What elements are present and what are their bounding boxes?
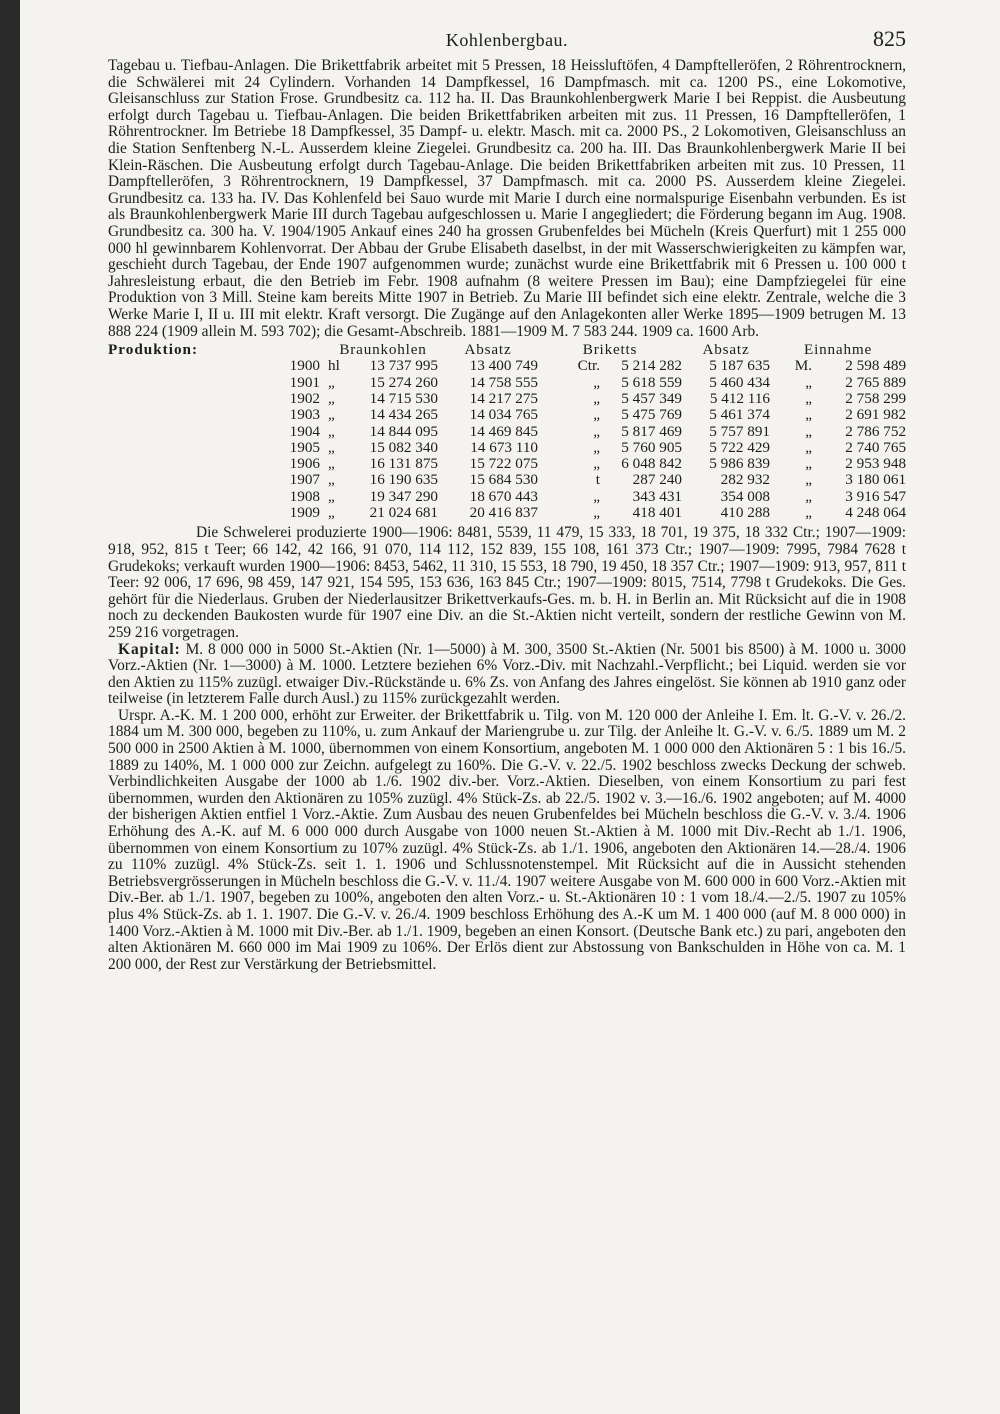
cell-absatz1: 14 758 555	[469, 373, 539, 391]
cell-year: 1900	[289, 357, 320, 375]
cell-u1: „	[328, 504, 335, 522]
running-head: Kohlenbergbau.	[445, 30, 569, 50]
cell-u2: „	[593, 406, 601, 424]
cell-absatz1: 15 684 530	[469, 471, 539, 489]
intro-paragraph: Tagebau u. Tiefbau-Anlagen. Die Brikettfabrik arbeitet mit 5 Pressen, 18 Heissluftöfen, 4 Dampftelleröfen, 2 Röhrentrocknern, die Schwälerei mit 24 Cylindern. Vorhanden 14 Dampfkessel, 16 Dampfmasch. mit ca. 1200 PS., eine Lokomotive, Gleisanschluss zur Station Frose. Grundbesitz ca. 112 ha. II. Das Braunkohlenbergwerk Marie I bei Reppist. die Ausbeutung erfolgt durch Tagebau u. Tiefbau-Anlagen. Die beiden Brikettfabriken arbeiten mit zus. 11 Pressen, 16 Dampftelleröfen, 1 Röhrentrockner. Im Betriebe 18 Dampfkessel, 35 Dampf- u. elektr. Masch. mit ca. 2000 PS., 2 Lokomotiven, Gleisanschluss an die Station Senftenberg N.-L. Ausserdem kleine Ziegelei. Grundbesitz ca. 200 ha. III. Das Braunkohlenbergwerk Marie II bei Klein-Räschen. Die Ausbeutung erfolgt durch Tagebau-Anlage. Die beiden Brikettfabriken arbeiten mit zus. 10 Pressen, 11 Dampftelleröfen, 3 Röhrentrocknern, 19 Dampfkessel, 37 Dampfmasch. mit ca. 2000 PS. Ausserdem kleine Ziegelei. Grundbesitz ca. 133 ha. IV. Das Kohlenfeld bei Sauo wurde mit Marie I durch eine normalspurige Eisenbahn verbunden. Es ist als Braunkohlenbergwerk Marie III durch Tagebau aufgeschlossen u. Marie I angegliedert; die Förderung begann im Aug. 1908. Grundbesitz ca. 300 ha. V. 1904/1905 Ankauf eines 240 ha grossen Grubenfeldes bei Mücheln (Kreis Querfurt) mit 1 255 000 000 hl gewinnbarem Kohlenvorrat. Der Abbau der Grube Elisabeth daselbst, in der mit Wasserschwierigkeiten zu kämpfen war, geschieht durch Tagebau, der Ende 1907 aufgenommen wurde; zunächst wurde eine Brikettfabrik mit 6 Pressen u. 100 000 t Jahresleistung erbaut, die den Betrieb im Febr. 1908 aufnahm (8 weitere Pressen im Bau); eine Dampfziegelei für eine Produktion von 3 Mill. Steine kam bereits Mitte 1907 in Betrieb. Zu Marie III befindet sich eine elektr. Zentrale, welche die 3 Werke Marie I, II u. III mit elektr. Kraft versorgt. Die Zugänge auf den Anlagekonten aller Werke 1895—1909 betrugen M. 13 888 224 (1909 allein M. 593 702); die Gesamt-Abschreib. 1881—1909 M. 7 583 244. 1909 ca. 1600 Arb.	[108, 57, 906, 340]
cell-year: 1907	[289, 471, 320, 489]
cell-braunkohlen: 14 844 095	[369, 422, 439, 440]
cell-u1: „	[328, 406, 335, 424]
cell-u2: „	[593, 487, 601, 505]
cell-absatz2: 5 187 635	[709, 357, 771, 375]
cell-einnahme: 2 953 948	[845, 455, 907, 473]
scan-edge	[0, 0, 20, 1414]
cell-u1: „	[328, 422, 335, 440]
col-absatz-2: Absatz	[702, 341, 750, 359]
cell-u2: „	[593, 373, 601, 391]
cell-briketts: 5 214 282	[621, 357, 683, 375]
cell-year: 1906	[289, 455, 320, 473]
production-header-row	[108, 342, 906, 358]
cell-u3: „	[805, 504, 813, 522]
production-table	[108, 342, 906, 521]
production-row	[108, 456, 906, 472]
production-row	[108, 440, 906, 456]
kapital-label: Kapital:	[118, 640, 181, 658]
cell-absatz2: 282 932	[720, 471, 771, 489]
cell-u2: „	[593, 504, 601, 522]
cell-absatz2: 5 986 839	[709, 455, 771, 473]
cell-briketts: 5 475 769	[621, 406, 683, 424]
cell-briketts: 5 817 469	[621, 422, 683, 440]
cell-briketts: 6 048 842	[621, 455, 683, 473]
cell-briketts: 343 431	[632, 487, 683, 505]
kapital-paragraph	[108, 642, 906, 708]
cell-absatz1: 18 670 443	[469, 487, 539, 505]
production-row	[108, 424, 906, 440]
cell-einnahme: 2 765 889	[845, 373, 907, 391]
schwelerei-paragraph: Die Schwelerei produzierte 1900—1906: 8481, 5539, 11 479, 15 333, 18 701, 19 375, 18 332 Ctr.; 1907—1909: 918, 952, 815 t Teer; 66 142, 42 166, 91 070, 114 112, 152 839, 155 108, 161 373 Ctr.; 1907—1909: 7995, 7984 7628 t Grudekoks; verkauft wurden 1900—1906: 8453, 5462, 11 310, 15 553, 18 790, 19 450, 18 357 Ctr.; 1907—1909: 913, 957, 811 t Teer: 92 006, 17 696, 98 459, 147 921, 154 595, 153 636, 163 845 Ctr.; 1907—1909: 8015, 7514, 7798 t Grudekoks. Die Ges. gehört für die Niederlaus. Gruben der Niederlausitzer Brikettverkaufs-Ges. m. b. H. in Berlin an. Mit Rücksicht auf die in 1908 noch zu deckenden Baukosten wurde für 1907 eine Div. an die St.-Aktien nicht verteilt, sondern der restliche Gewinn von M. 259 216 vorgetragen.	[108, 524, 906, 641]
cell-u3: „	[805, 455, 813, 473]
history-paragraph: Urspr. A.-K. M. 1 200 000, erhöht zur Erweiter. der Brikettfabrik u. Tilg. von M. 120 000 der Anleihe I. Em. lt. G.-V. v. 26./2. 1884 um M. 300 000, begeben zu 110%, u. zum Ankauf der Mariengrube u. zur Tilg. der Anleihe lt. G.-V. v. 6./5. 1889 um M. 2 500 000 in 2500 Aktien à M. 1000, übernommen von einem Konsortium, angeboten M. 1 000 000 den Aktionären 5 : 1 bis 16./5. 1889 zu 140%, M. 1 000 000 zur Zeichn. aufgelegt zu 160%. Die G.-V. v. 22./5. 1902 beschloss zwecks Deckung der schweb. Verbindlichkeiten Ausgabe der 1000 ab 1./6. 1902 div.-ber. Vorz.-Aktien. Dieselben, von einem Konsortium zu pari fest übernommen, wurden den Aktionären zu 105% zuzügl. 4% Stück-Zs. ab 22./5. 1902 v. 3.—16./6. 1902 angeboten; auf M. 4000 der bisherigen Aktien entfiel 1 Vorz.-Aktie. Zum Ausbau des neuen Grubenfeldes bei Mücheln beschloss die G.-V. v. 3./4. 1906 Erhöhung des A.-K. auf M. 6 000 000 durch Ausgabe von 1000 neuen St.-Aktien à M. 1000 mit Div.-Recht ab 1./1. 1906, übernommen von einem Konsortium zu 107% zuzügl. 4% Stück-Zs. ab 1./1. 1906, angeboten den Aktionären 14.—28./4. 1906 zu 110% zuzügl. 4% Stück-Zs. seit 1. 1. 1906 und Schlussnotenstempel. Mit Rücksicht auf die in Aussicht stehenden Betriebsvergrösserungen in Mücheln beschloss die G.-V. v. 11./4. 1907 weitere Ausgabe von M. 600 000 in 600 Vorz.-Aktien mit Div.-Ber. ab 1./1. 1907, begeben zu 100%, angeboten den alten Vorz.- u. St.-Aktionären 10 : 1 vom 18./4.—2./5. 1907 zu 105% plus 4% Stück-Zs. ab 1. 1. 1907. Die G.-V. v. 26./4. 1909 beschloss Erhöhung des A.-K um M. 1 400 000 (auf M. 8 000 000) in 1400 Vorz.-Aktien à M. 1000 mit Div.-Ber. ab 1./1. 1909, begeben an einen Konsort. (Deutsche Bank etc.) zu pari, angeboten den alten Aktionären M. 660 000 im Mai 1909 zu 106%. Der Erlös dient zur Abstossung von Bankschulden in Höhe von ca. M. 1 200 000, der Rest zur Verstärkung der Betriebsmittel.	[108, 706, 906, 973]
cell-u2: „	[593, 438, 601, 456]
cell-absatz2: 410 288	[720, 504, 771, 522]
cell-einnahme: 2 740 765	[845, 438, 907, 456]
cell-einnahme: 2 786 752	[845, 422, 907, 440]
cell-year: 1902	[289, 389, 320, 407]
cell-year: 1908	[289, 487, 320, 505]
cell-u3: „	[805, 406, 813, 424]
cell-einnahme: 2 598 489	[845, 357, 907, 375]
cell-u3: „	[805, 471, 813, 489]
col-absatz-1: Absatz	[464, 341, 512, 359]
cell-year: 1901	[289, 373, 320, 391]
cell-u1: „	[328, 455, 335, 473]
body-text	[108, 58, 906, 973]
cell-u3: „	[805, 487, 813, 505]
cell-absatz2: 5 460 434	[709, 373, 771, 391]
cell-braunkohlen: 14 715 530	[369, 389, 439, 407]
cell-year: 1903	[289, 406, 320, 424]
cell-absatz2: 354 008	[720, 487, 771, 505]
cell-briketts: 5 618 559	[621, 373, 683, 391]
cell-absatz1: 14 034 765	[469, 406, 539, 424]
production-row	[108, 391, 906, 407]
cell-u2: „	[593, 422, 601, 440]
production-row	[108, 472, 906, 488]
cell-einnahme: 2 691 982	[845, 406, 907, 424]
production-label: Produktion:	[108, 341, 199, 359]
cell-absatz2: 5 757 891	[709, 422, 771, 440]
cell-u1: „	[328, 373, 335, 391]
cell-u2: „	[593, 455, 601, 473]
cell-year: 1909	[289, 504, 320, 522]
cell-u3: „	[805, 373, 813, 391]
cell-u1: „	[328, 389, 335, 407]
cell-braunkohlen: 13 737 995	[369, 357, 439, 375]
production-row	[108, 407, 906, 423]
kapital-text: M. 8 000 000 in 5000 St.-Aktien (Nr. 1—5000) à M. 300, 3500 St.-Aktien (Nr. 5001 bis 8500) à M. 1000 u. 3000 Vorz.-Aktien (Nr. 1—3000) à M. 1000. Letztere beziehen 6% Vorz.-Div. mit Nachzahl.-Verpflicht.; bei Liquid. werden sie vor den Aktien zu 115% zuzügl. etwaiger Div.-Rückstände u. 6% Zs. von Anfang des Jahres eingelöst. Sie können ab 1910 ganz oder teilweise (in letzterem Falle durch Ausl.) zu 115% zurückgezahlt werden.	[108, 640, 907, 708]
cell-u3: „	[805, 422, 813, 440]
cell-absatz2: 5 722 429	[709, 438, 771, 456]
cell-u3: „	[805, 389, 813, 407]
cell-year: 1904	[289, 422, 320, 440]
cell-einnahme: 3 916 547	[845, 487, 907, 505]
production-row	[108, 375, 906, 391]
cell-einnahme: 2 758 299	[845, 389, 907, 407]
cell-briketts: 5 760 905	[621, 438, 683, 456]
cell-absatz2: 5 461 374	[709, 406, 771, 424]
cell-absatz1: 14 217 275	[469, 389, 539, 407]
page-header	[108, 22, 906, 58]
cell-einnahme: 3 180 061	[845, 471, 907, 489]
cell-braunkohlen: 16 131 875	[369, 455, 439, 473]
cell-u3: M.	[794, 357, 813, 375]
cell-braunkohlen: 14 434 265	[369, 406, 439, 424]
cell-absatz1: 14 673 110	[470, 438, 539, 456]
col-einnahme: Einnahme	[804, 341, 873, 359]
cell-u2: Ctr.	[577, 357, 601, 375]
cell-absatz1: 15 722 075	[469, 455, 539, 473]
page-number: 825	[873, 26, 906, 51]
cell-u2: „	[593, 389, 601, 407]
cell-u1: „	[328, 471, 335, 489]
cell-absatz1: 14 469 845	[469, 422, 539, 440]
cell-einnahme: 4 248 064	[845, 504, 907, 522]
cell-u2: t	[595, 471, 601, 489]
cell-year: 1905	[289, 438, 320, 456]
cell-braunkohlen: 16 190 635	[369, 471, 439, 489]
cell-braunkohlen: 21 024 681	[369, 504, 439, 522]
col-braunkohlen: Braunkohlen	[339, 341, 427, 359]
cell-u3: „	[805, 438, 813, 456]
cell-u1: hl	[328, 357, 340, 375]
cell-u1: „	[328, 487, 335, 505]
cell-braunkohlen: 15 082 340	[369, 438, 439, 456]
cell-absatz1: 13 400 749	[469, 357, 539, 375]
cell-u1: „	[328, 438, 335, 456]
cell-absatz1: 20 416 837	[469, 504, 539, 522]
document-page	[108, 22, 906, 973]
cell-braunkohlen: 19 347 290	[369, 487, 439, 505]
production-row	[108, 505, 906, 521]
production-row	[108, 358, 906, 374]
col-briketts: Briketts	[582, 341, 638, 359]
production-row	[108, 489, 906, 505]
cell-briketts: 287 240	[632, 471, 683, 489]
cell-braunkohlen: 15 274 260	[369, 373, 439, 391]
cell-briketts: 5 457 349	[621, 389, 683, 407]
cell-absatz2: 5 412 116	[709, 389, 771, 407]
cell-briketts: 418 401	[632, 504, 683, 522]
